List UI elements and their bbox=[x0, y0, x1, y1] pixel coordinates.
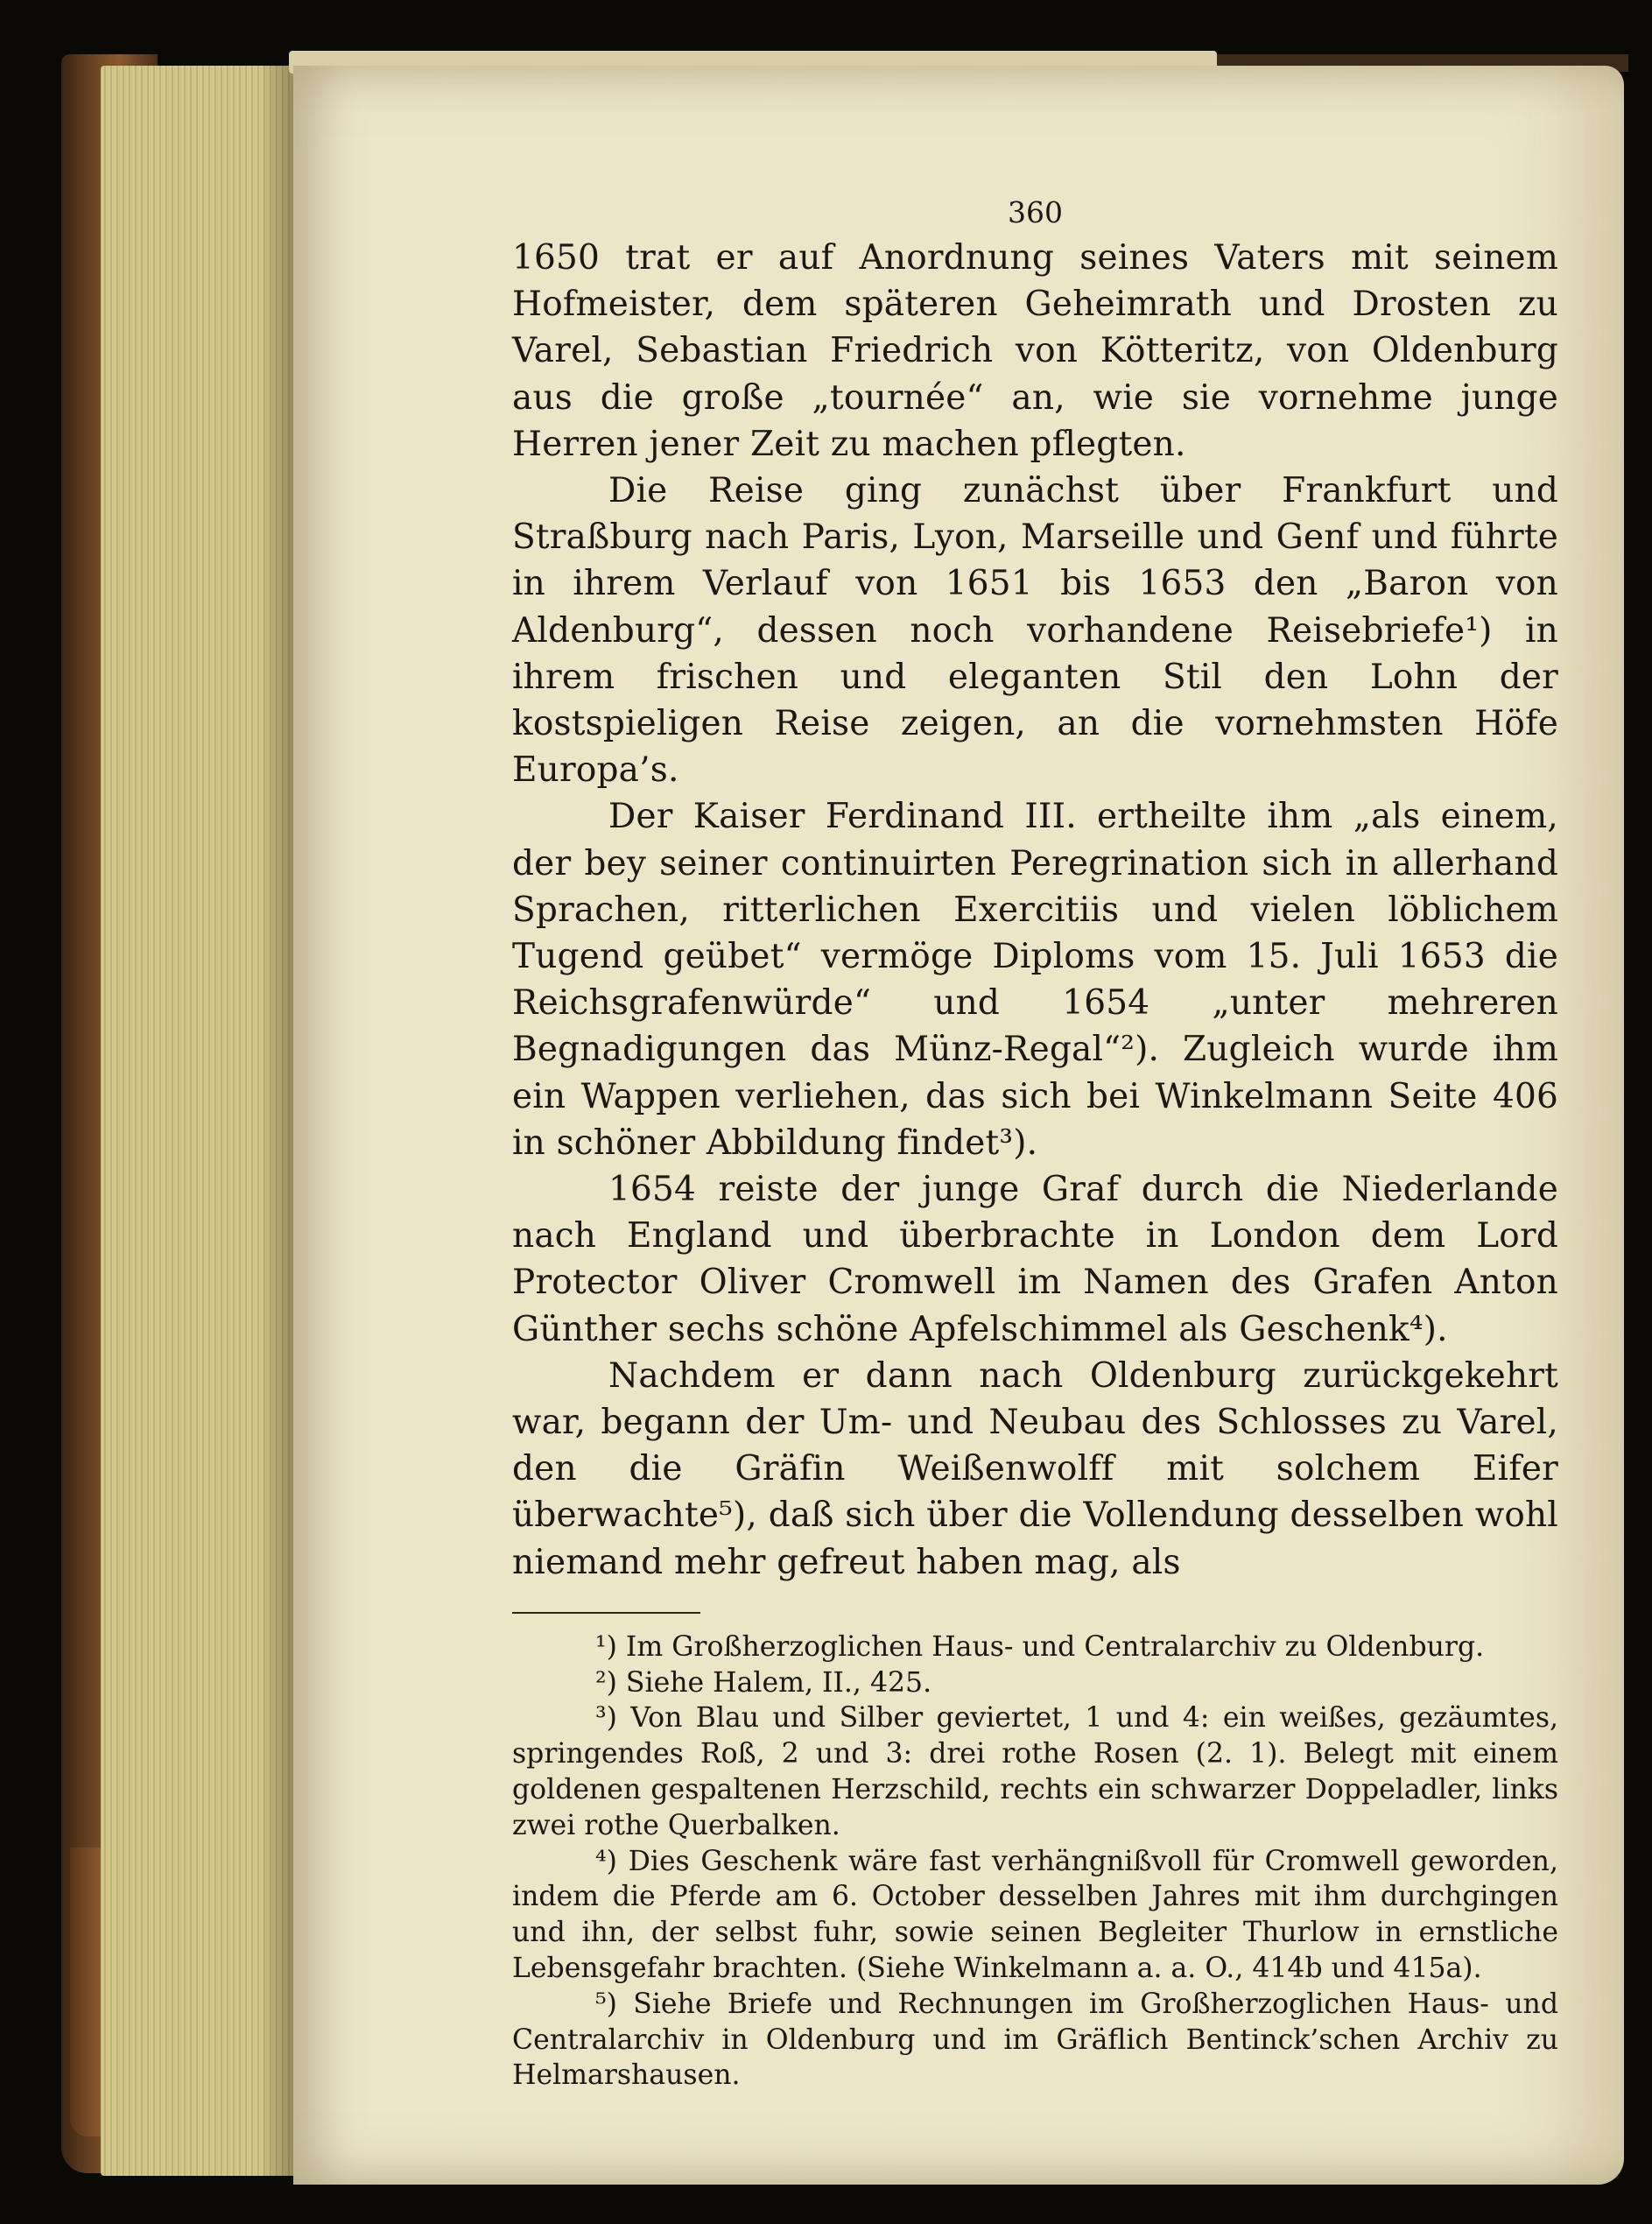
paragraph-5: Nachdem er dann nach Oldenburg zurückgekehrt war, begann der Um- und Neubau des Schlosses zu Varel, den die Gräfin Weißenwolff mit solchem Eifer überwachte⁵), daß sich über die Vollendung desselben wohl niemand mehr gefreut haben mag, als bbox=[512, 1355, 1558, 1582]
footnote-4: ⁴) Dies Geschenk wäre fast verhängnißvoll für Cromwell geworden, indem die Pferde am 6. October desselben Jahres mit ihm durchgingen und ihn, der selbst fuhr, sowie seinen Begleiter Thurlow in ernstliche Lebensgefahr brachten. (Siehe Winkelmann a. a. O., 414b und 415a). bbox=[512, 1845, 1558, 1985]
footnote-divider bbox=[512, 1612, 700, 1614]
page-number: 360 bbox=[1008, 195, 1063, 229]
paragraph-1: 1650 trat er auf Anordnung seines Vaters mit seinem Hofmeister, dem späteren Geheimrath und Drosten zu Varel, Sebastian Friedrich von Kötteritz, von Oldenburg aus die große „tournée“ an, wie sie vornehme junge Herren jener Zeit zu machen pflegten. bbox=[512, 238, 1558, 464]
page-content bbox=[512, 191, 1558, 2094]
page-edge-shadow bbox=[263, 66, 298, 2176]
footnote-2: ²) Siehe Halem, II., 425. bbox=[595, 1666, 932, 1699]
paragraph-2: Die Reise ging zunächst über Frankfurt und Straßburg nach Paris, Lyon, Marseille und Genf und führte in ihrem Verlauf von 1651 bis 1653 den „Baron von Aldenburg“, dessen noch vorhandene Reisebriefe¹) in ihrem frischen und eleganten Stil den Lohn der kostspieligen Reise zeigen, an die vornehmsten Höfe Europa’s. bbox=[512, 471, 1558, 791]
paragraph-3: Der Kaiser Ferdinand III. ertheilte ihm „als einem, der bey seiner continuirten Peregrination sich in allerhand Sprachen, ritterlichen Exercitiis und vielen löblichem Tugend geübet“ vermöge Diploms vom 15. Juli 1653 die Reichsgrafenwürde“ und 1654 „unter mehreren Begnadigungen das Münz-Regal“²). Zugleich wurde ihm ein Wappen verliehen, das sich bei Winkelmann Seite 406 in schöner Abbildung findet³). bbox=[512, 797, 1558, 1163]
paragraph-4: 1654 reiste der junge Graf durch die Niederlande nach England und überbrachte in London dem Lord Protector Oliver Cromwell im Namen des Grafen Anton Günther sechs schöne Apfelschimmel als Geschenk⁴). bbox=[512, 1170, 1558, 1349]
footnote-5: ⁵) Siehe Briefe und Rechnungen im Großherzoglichen Haus- und Centralarchiv in Oldenburg und im Gräflich Bentinck’schen Archiv zu Helmarshausen. bbox=[512, 1988, 1558, 2092]
footnote-1: ¹) Im Großherzoglichen Haus- und Centralarchiv zu Oldenburg. bbox=[595, 1630, 1485, 1663]
footnote-3: ³) Von Blau und Silber geviertet, 1 und 4: ein weißes, gezäumtes, springendes Roß, 2 und 3: drei rothe Rosen (2. 1). Belegt mit einem goldenen gespaltenen Herzschild, rechts ein schwarzer Doppeladler, links zwei rothe Querbalken. bbox=[512, 1702, 1558, 1841]
